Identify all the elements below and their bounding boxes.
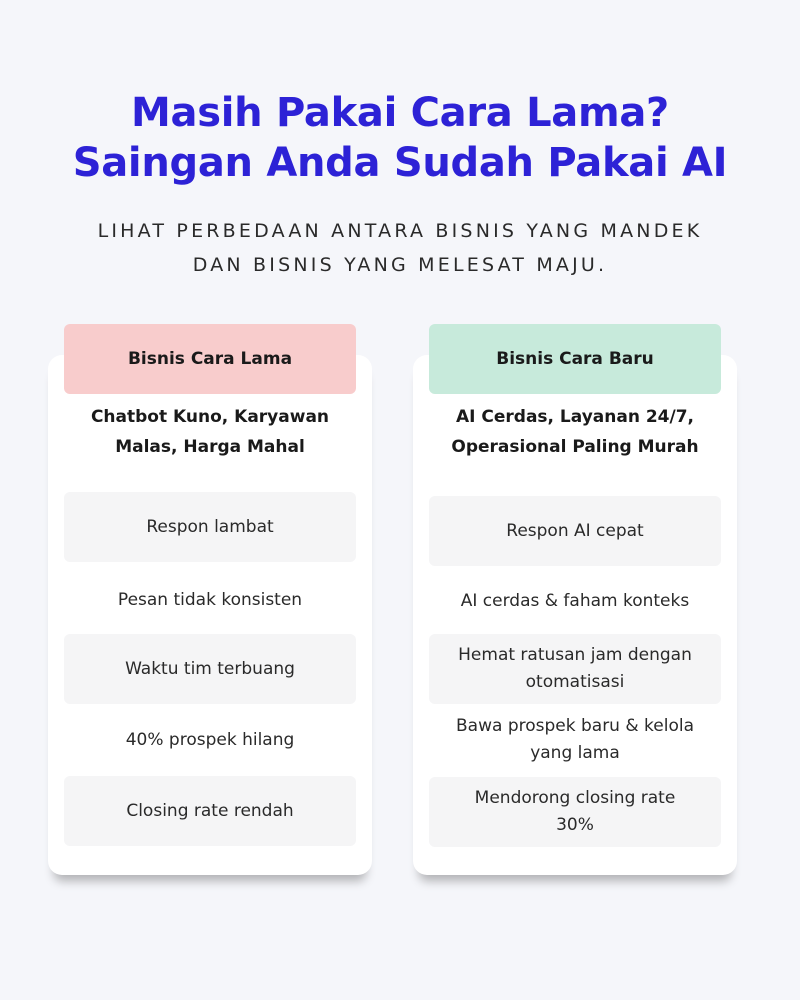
new-way-item: Bawa prospek baru & kelola yang lama	[456, 716, 694, 763]
title-line-2: Saingan Anda Sudah Pakai AI	[72, 140, 728, 186]
new-way-item: Respon AI cepat	[429, 496, 721, 566]
title-line-1: Masih Pakai Cara Lama?	[131, 90, 669, 136]
subtitle-line-2: DAN BISNIS YANG MELESAT MAJU.	[192, 254, 608, 276]
page-subtitle	[0, 214, 800, 282]
new-way-item: Hemat ratusan jam dengan otomatisasi	[429, 634, 721, 704]
page-title	[0, 88, 800, 188]
subtitle-line-1: LIHAT PERBEDAAN ANTARA BISNIS YANG MANDEK	[97, 220, 703, 242]
old-way-subheading-line-2: Malas, Harga Mahal	[115, 437, 305, 457]
new-way-subheading	[413, 402, 737, 462]
new-way-item: Mendorong closing rate 30%	[429, 777, 721, 847]
old-way-item: Pesan tidak konsisten	[117, 589, 303, 610]
old-way-subheading-line-1: Chatbot Kuno, Karyawan	[90, 407, 330, 427]
new-way-item: AI cerdas & faham konteks	[460, 590, 690, 611]
old-way-header: Bisnis Cara Lama	[64, 324, 356, 394]
new-way-header: Bisnis Cara Baru	[429, 324, 721, 394]
new-way-subheading-line-2: Operasional Paling Murah	[451, 437, 699, 457]
old-way-item: Closing rate rendah	[64, 776, 356, 846]
old-way-subheading	[48, 402, 372, 462]
old-way-item: 40% prospek hilang	[125, 729, 295, 750]
old-way-item: Waktu tim terbuang	[64, 634, 356, 704]
new-way-subheading-line-1: AI Cerdas, Layanan 24/7,	[455, 407, 694, 427]
old-way-item: Respon lambat	[64, 492, 356, 562]
